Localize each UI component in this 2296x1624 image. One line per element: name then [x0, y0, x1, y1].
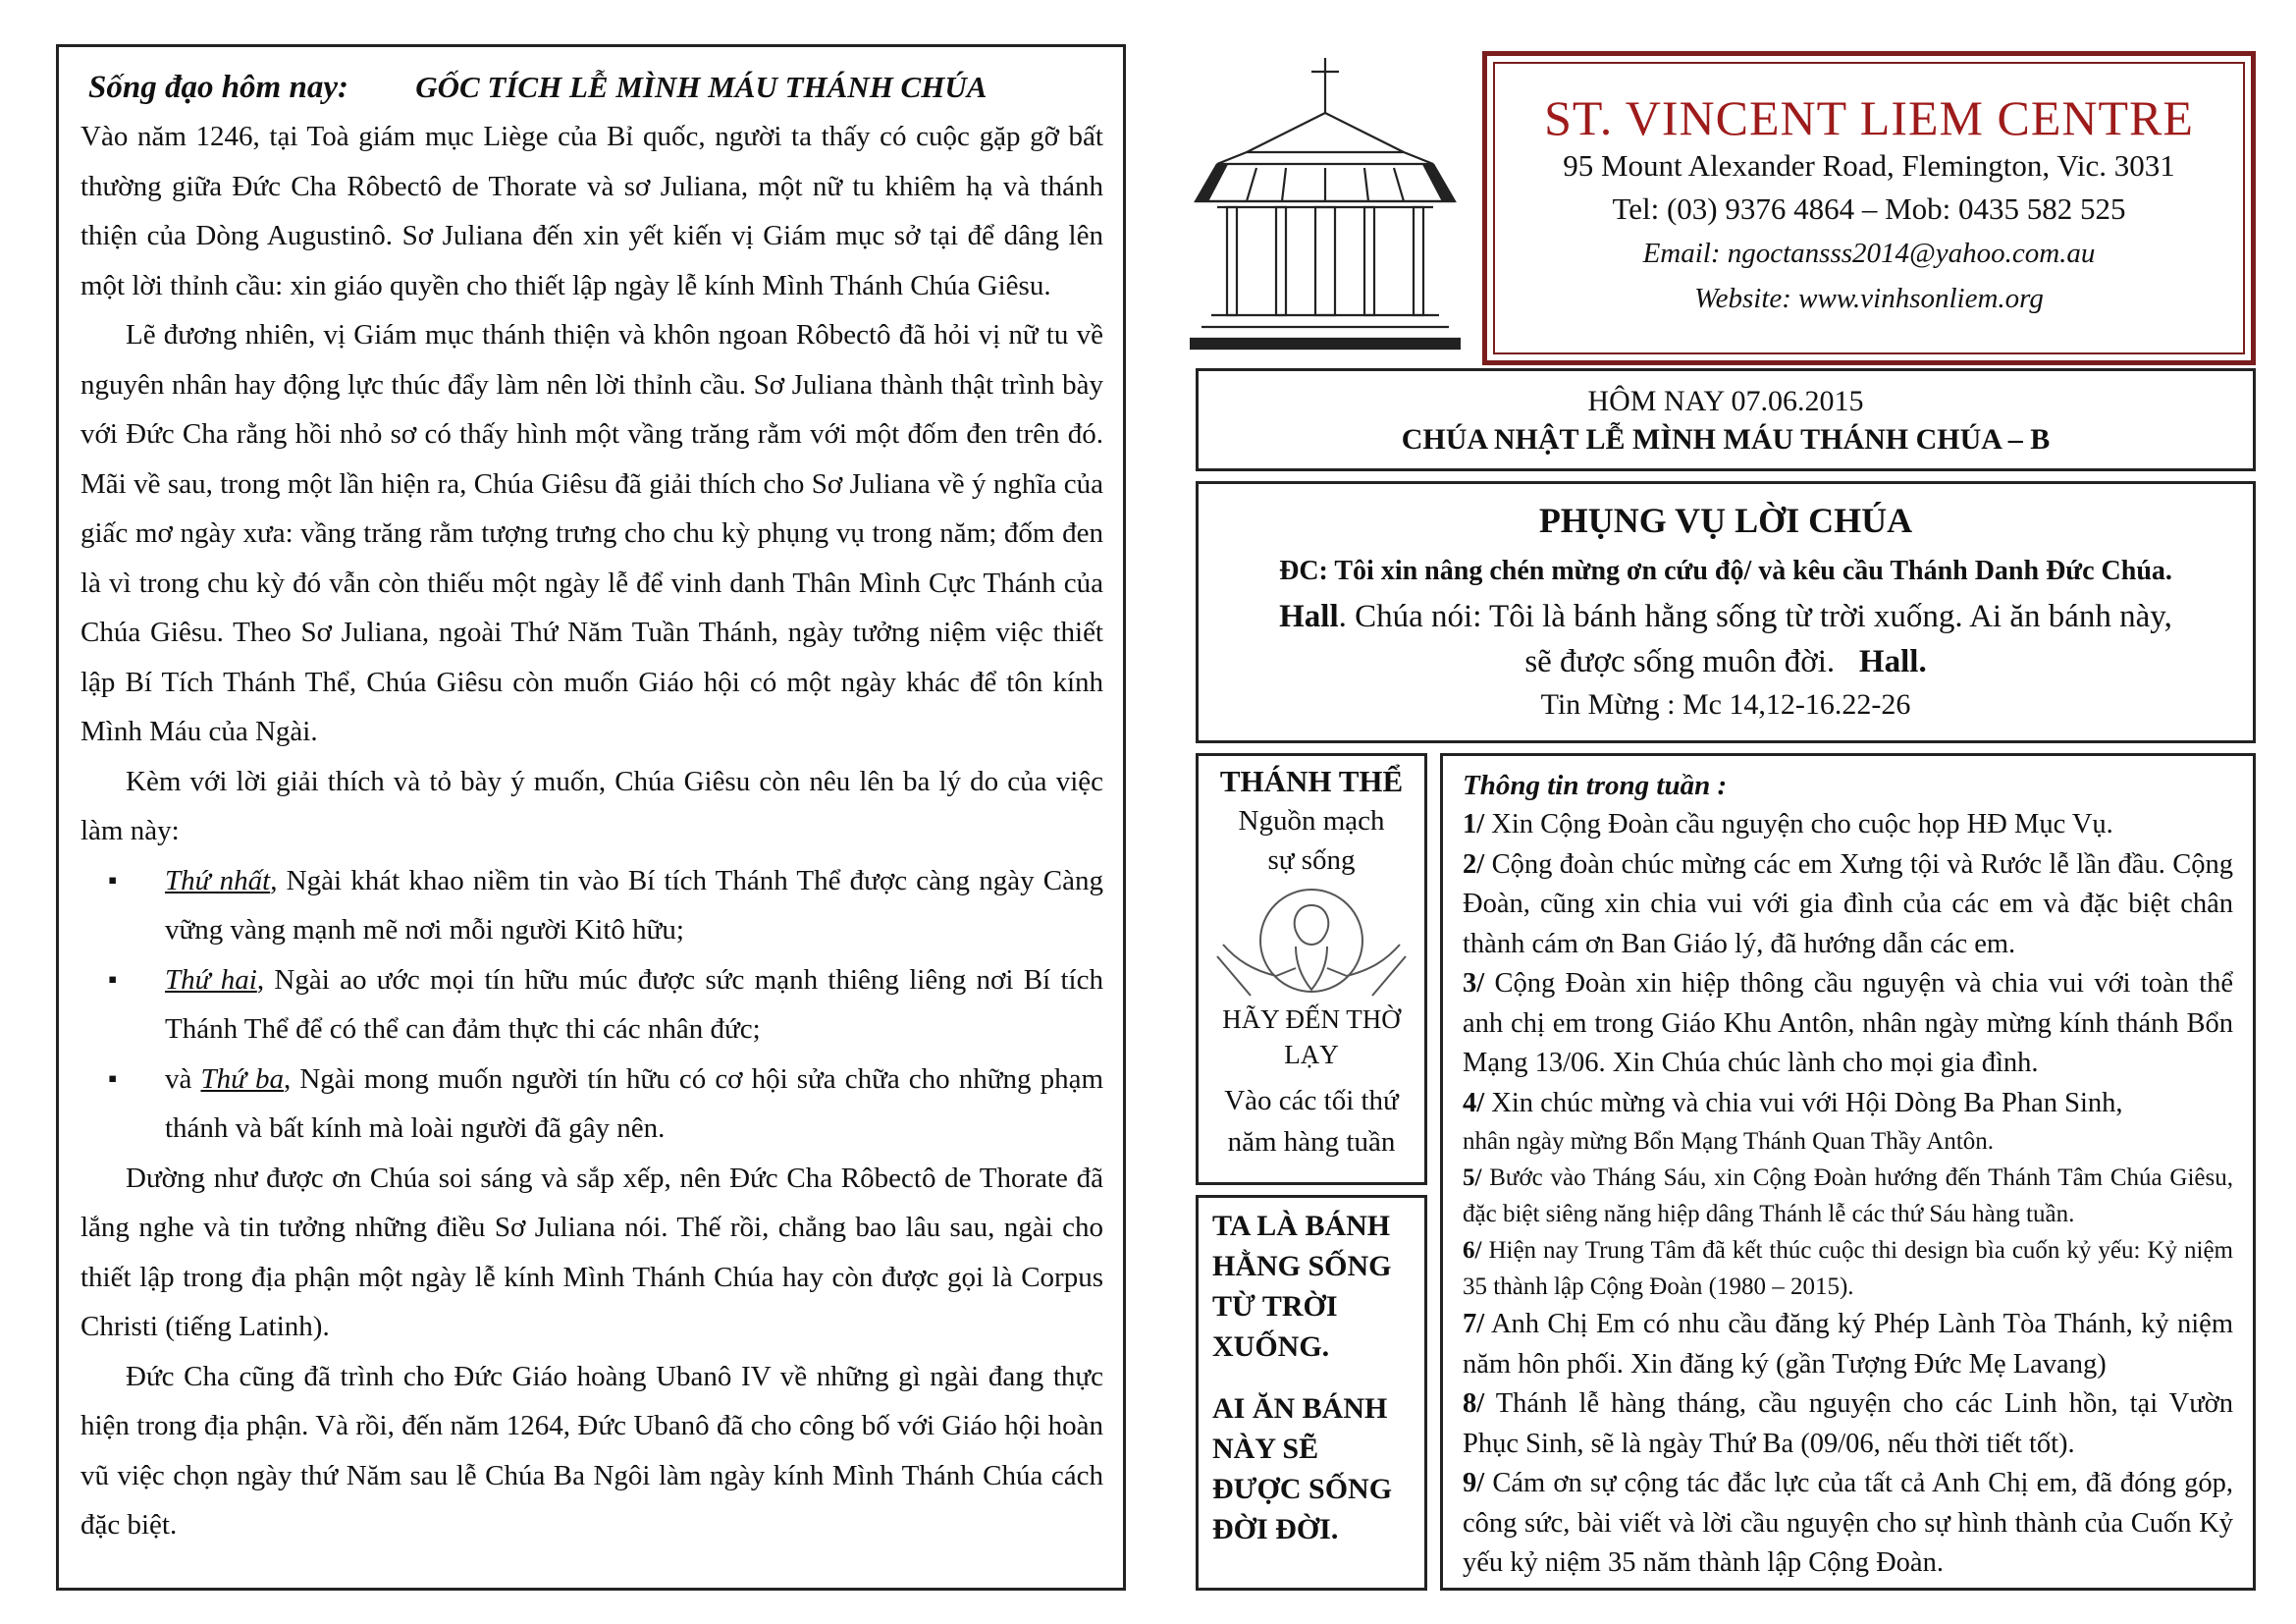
liturgy-psalm-response: ĐC: Tôi xin nâng chén mừng ơn cứu độ/ và kêu cầu Thánh Danh Đức Chúa. [1279, 556, 2172, 586]
eucharist-schedule: Vào các tối thứ năm hàng tuần [1224, 1085, 1399, 1158]
eucharist-adore: HÃY ĐẾN THỜ LẠY [1222, 1004, 1401, 1069]
eucharist-subtitle-2: sự sống [1267, 844, 1356, 876]
news-item-9 [1463, 1464, 2233, 1584]
reason-2-text: , Ngài ao ước mọi tín hữu múc được sức mạnh thiêng liêng nơi Bí tích Thánh Thể để có thể can đảm thực thi các nhân đức; [165, 963, 1103, 1045]
news-item-number: 4/ [1463, 1087, 1485, 1118]
news-item-8 [1463, 1384, 2233, 1464]
reason-item-3 [80, 1055, 1103, 1154]
liturgy-gospel: Tin Mừng : Mc 14,12-16.22-26 [1540, 688, 1911, 721]
article-paragraph-4: Dường như được ơn Chúa soi sáng và sắp xếp, nên Đức Cha Rôbectô de Thorate đã lắng nghe và tin tưởng những điều Sơ Juliana nói. Thế rồi, chẳng bao lâu sau, ngài cho thiết lập trong địa phận một ngày lễ kính Mình Thánh Chúa hay còn được gọi là Corpus Christi (tiếng Latinh). [80, 1162, 1103, 1342]
centre-header [1482, 51, 2256, 365]
eucharist-title: THÁNH THỂ [1219, 764, 1404, 798]
news-item-number: 8/ [1463, 1388, 1485, 1419]
article-heading [88, 67, 1103, 108]
news-item-number: 3/ [1463, 968, 1485, 999]
liturgy-box [1196, 481, 2256, 743]
article-paragraph-1: Vào năm 1246, tại Toà giám mục Liège của Bỉ quốc, người ta thấy có cuộc gặp gỡ bất thường giữa Đức Cha Rôbectô de Thorate và sơ Juliana, một nữ tu khiêm hạ và thánh thiện của Dòng Augustinô. Sơ Juliana đến xin yết kiến vị Giám mục sở tại để dâng lên một lời thỉnh cầu: xin giáo quyền cho thiết lập ngày lễ kính Mình Thánh Chúa Giêsu. [80, 121, 1103, 301]
weekly-news-box [1440, 753, 2256, 1591]
alleluia-label-1: Hall [1279, 599, 1339, 634]
liturgy-alleluia-1 [1199, 594, 2253, 639]
reason-item-1 [80, 856, 1103, 955]
bread-line-2: AI ĂN BÁNH NÀY SẼ ĐƯỢC SỐNG ĐỜI ĐỜI. [1212, 1392, 1393, 1545]
reason-item-2 [80, 955, 1103, 1055]
news-item-number: 5/ [1463, 1164, 1482, 1191]
news-item-text: Thánh lễ hàng tháng, cầu nguyện cho các Linh hồn, tại Vườn Phục Sinh, sẽ là ngày Thứ Ba (09/06, nếu thời tiết tốt). [1463, 1388, 2233, 1459]
news-item-text: Hiện nay Trung Tâm đã kết thúc cuộc thi design bìa cuốn kỷ yếu: Kỷ niệm 35 thành lập Cộng Đoàn (1980 – 2015). [1463, 1237, 2233, 1300]
news-item-number: 9/ [1463, 1468, 1485, 1498]
article-box [56, 44, 1126, 1591]
news-item-text: Xin chúc mừng và chia vui với Hội Dòng Ba Phan Sinh, [1484, 1087, 2123, 1118]
news-item-3 [1463, 964, 2233, 1084]
reason-3-prefix: và [165, 1062, 201, 1095]
article-title: GỐC TÍCH LỄ MÌNH MÁU THÁNH CHÚA [415, 70, 988, 104]
news-item-4 [1463, 1084, 2233, 1124]
article-paragraph-5: Đức Cha cũng đã trình cho Đức Giáo hoàng Ubanô IV về những gì ngài đang thực hiện trong địa phận. Và rồi, đến năm 1264, Đức Ubanô đã cho công bố với Giáo hội hoàn vũ việc chọn ngày thứ Năm sau lễ Chúa Ba Ngôi làm ngày kính Mình Thánh Chúa cách đặc biệt. [80, 1360, 1103, 1541]
reason-1-text: , Ngài khát khao niềm tin vào Bí tích Thánh Thể được càng ngày Càng vững vàng mạnh mẽ nơi mỗi người Kitô hữu; [165, 864, 1103, 946]
news-item-number: 2/ [1463, 848, 1485, 880]
news-item-number: 6/ [1463, 1237, 1482, 1264]
news-item-7 [1463, 1305, 2233, 1384]
news-item-text: Cộng đoàn chúc mừng các em Xưng tội và Rước lễ lần đầu. Cộng Đoàn, cũng xin chia vui với gia đình của các em và đặc biệt chân thành cám ơn Ban Giáo lý, đã hướng dẫn các em. [1463, 848, 2233, 959]
alleluia-verse-2: sẽ được sống muôn đời. [1524, 644, 1836, 679]
reason-2-label: Thứ hai [165, 963, 257, 996]
eucharist-subtitle-1: Nguồn mạch [1238, 805, 1385, 837]
liturgy-alleluia-2: sẽ được sống muôn đời. Hall. [1524, 644, 1927, 679]
news-item-number: 7/ [1463, 1309, 1485, 1339]
today-date: HÔM NAY 07.06.2015 [1587, 385, 1864, 417]
bread-of-life-box [1196, 1195, 1427, 1591]
centre-email: Email: ngoctansss2014@yahoo.com.au [1642, 238, 2096, 269]
news-item-4-cont [1463, 1123, 2233, 1160]
liturgy-title: PHỤNG VỤ LỜI CHÚA [1538, 501, 1913, 540]
today-box [1196, 368, 2256, 471]
church-logo-icon [1188, 54, 1463, 358]
reason-1-label: Thứ nhất [165, 864, 271, 896]
news-item-2 [1463, 845, 2233, 965]
news-item-text: Cộng Đoàn xin hiệp thông cầu nguyện và chia vui với toàn thể anh chị em trong Giáo Khu Antôn, nhân ngày mừng kính thánh Bổn Mạng 13/06. Xin Chúa chúc lành cho mọi gia đình. [1463, 968, 2233, 1078]
alleluia-verse-1: . Chúa nói: Tôi là bánh hằng sống từ trời xuống. Ai ăn bánh này, [1338, 599, 2172, 634]
centre-address: 95 Mount Alexander Road, Flemington, Vic. 3031 [1563, 148, 2175, 183]
host-hands-icon [1213, 886, 1410, 1001]
news-item-1 [1463, 805, 2233, 845]
reasons-list [80, 856, 1103, 1154]
reason-3-label: Thứ ba [200, 1062, 285, 1095]
centre-phone: Tel: (03) 9376 4864 – Mob: 0435 582 525 [1612, 191, 2126, 226]
article-section-label: Sống đạo hôm nay: [88, 70, 348, 105]
bread-line-1: TA LÀ BÁNH HẰNG SỐNG TỪ TRỜI XUỐNG. [1212, 1210, 1392, 1363]
centre-name: ST. VINCENT LIEM CENTRE [1544, 90, 2194, 145]
alleluia-label-2: Hall [1858, 644, 1919, 679]
news-item-text: Anh Chị Em có nhu cầu đăng ký Phép Lành Tòa Thánh, kỷ niệm năm hôn phối. Xin đăng ký (gần Tượng Đức Mẹ Lavang) [1463, 1309, 2233, 1380]
news-item-text: nhân ngày mừng Bổn Mạng Thánh Quan Thầy Antôn. [1463, 1128, 1995, 1155]
news-item-6 [1463, 1232, 2233, 1305]
article-paragraph-2: Lẽ đương nhiên, vị Giám mục thánh thiện và khôn ngoan Rôbectô đã hỏi vị nữ tu về nguyên nhân hay động lực thúc đẩy làm nên lời thỉnh cầu. Sơ Juliana thành thật trình bày với Đức Cha rằng hồi nhỏ sơ có thấy hình một vầng trăng rằm với một đốm đen trên đó. Mãi về sau, trong một lần hiện ra, Chúa Giêsu đã giải thích cho Sơ Juliana về ý nghĩa của giấc mơ ngày xưa: vầng trăng rằm tượng trưng cho chu kỳ phụng vụ trong năm; đốm đen là vì trong chu kỳ đó vẫn còn thiếu một ngày lễ để vinh danh Thân Mình Cực Thánh của Chúa Giêsu. Theo Sơ Juliana, ngoài Thứ Năm Tuần Thánh, ngày tưởng niệm việc thiết lập Bí Tích Thánh Thể, Chúa Giêsu còn muốn Giáo hội có một ngày khác để tôn kính Mình Máu của Ngài. [80, 319, 1103, 747]
news-title: Thông tin trong tuần : [1463, 770, 1728, 801]
news-item-5 [1463, 1160, 2233, 1232]
eucharist-box [1196, 753, 1427, 1185]
news-item-number: 1/ [1463, 809, 1485, 839]
reason-3-text: , Ngài mong muốn người tín hữu có cơ hội sửa chữa cho những phạm thánh và bất kính mà loài người đã gây nên. [165, 1062, 1103, 1144]
centre-header-inner [1493, 62, 2245, 354]
news-item-text: Bước vào Tháng Sáu, xin Cộng Đoàn hướng đến Thánh Tâm Chúa Giêsu, đặc biệt siêng năng hiệp dâng Thánh lễ các thứ Sáu hàng tuần. [1463, 1164, 2233, 1227]
news-item-text: Cám ơn sự cộng tác đắc lực của tất cả Anh Chị em, đã đóng góp, công sức, bài viết và lời cầu nguyện cho sự hình thành của Cuốn Kỷ yếu kỷ niệm 35 năm thành lập Cộng Đoàn. [1463, 1468, 2233, 1578]
centre-website: Website: www.vinhsonliem.org [1694, 283, 2044, 314]
article-paragraph-3: Kèm với lời giải thích và tỏ bày ý muốn, Chúa Giêsu còn nêu lên ba lý do của việc làm này: [80, 765, 1103, 846]
today-feast: CHÚA NHẬT LỄ MÌNH MÁU THÁNH CHÚA – B [1401, 423, 2051, 456]
news-item-text: Xin Cộng Đoàn cầu nguyện cho cuộc họp HĐ Mục Vụ. [1484, 809, 2113, 839]
